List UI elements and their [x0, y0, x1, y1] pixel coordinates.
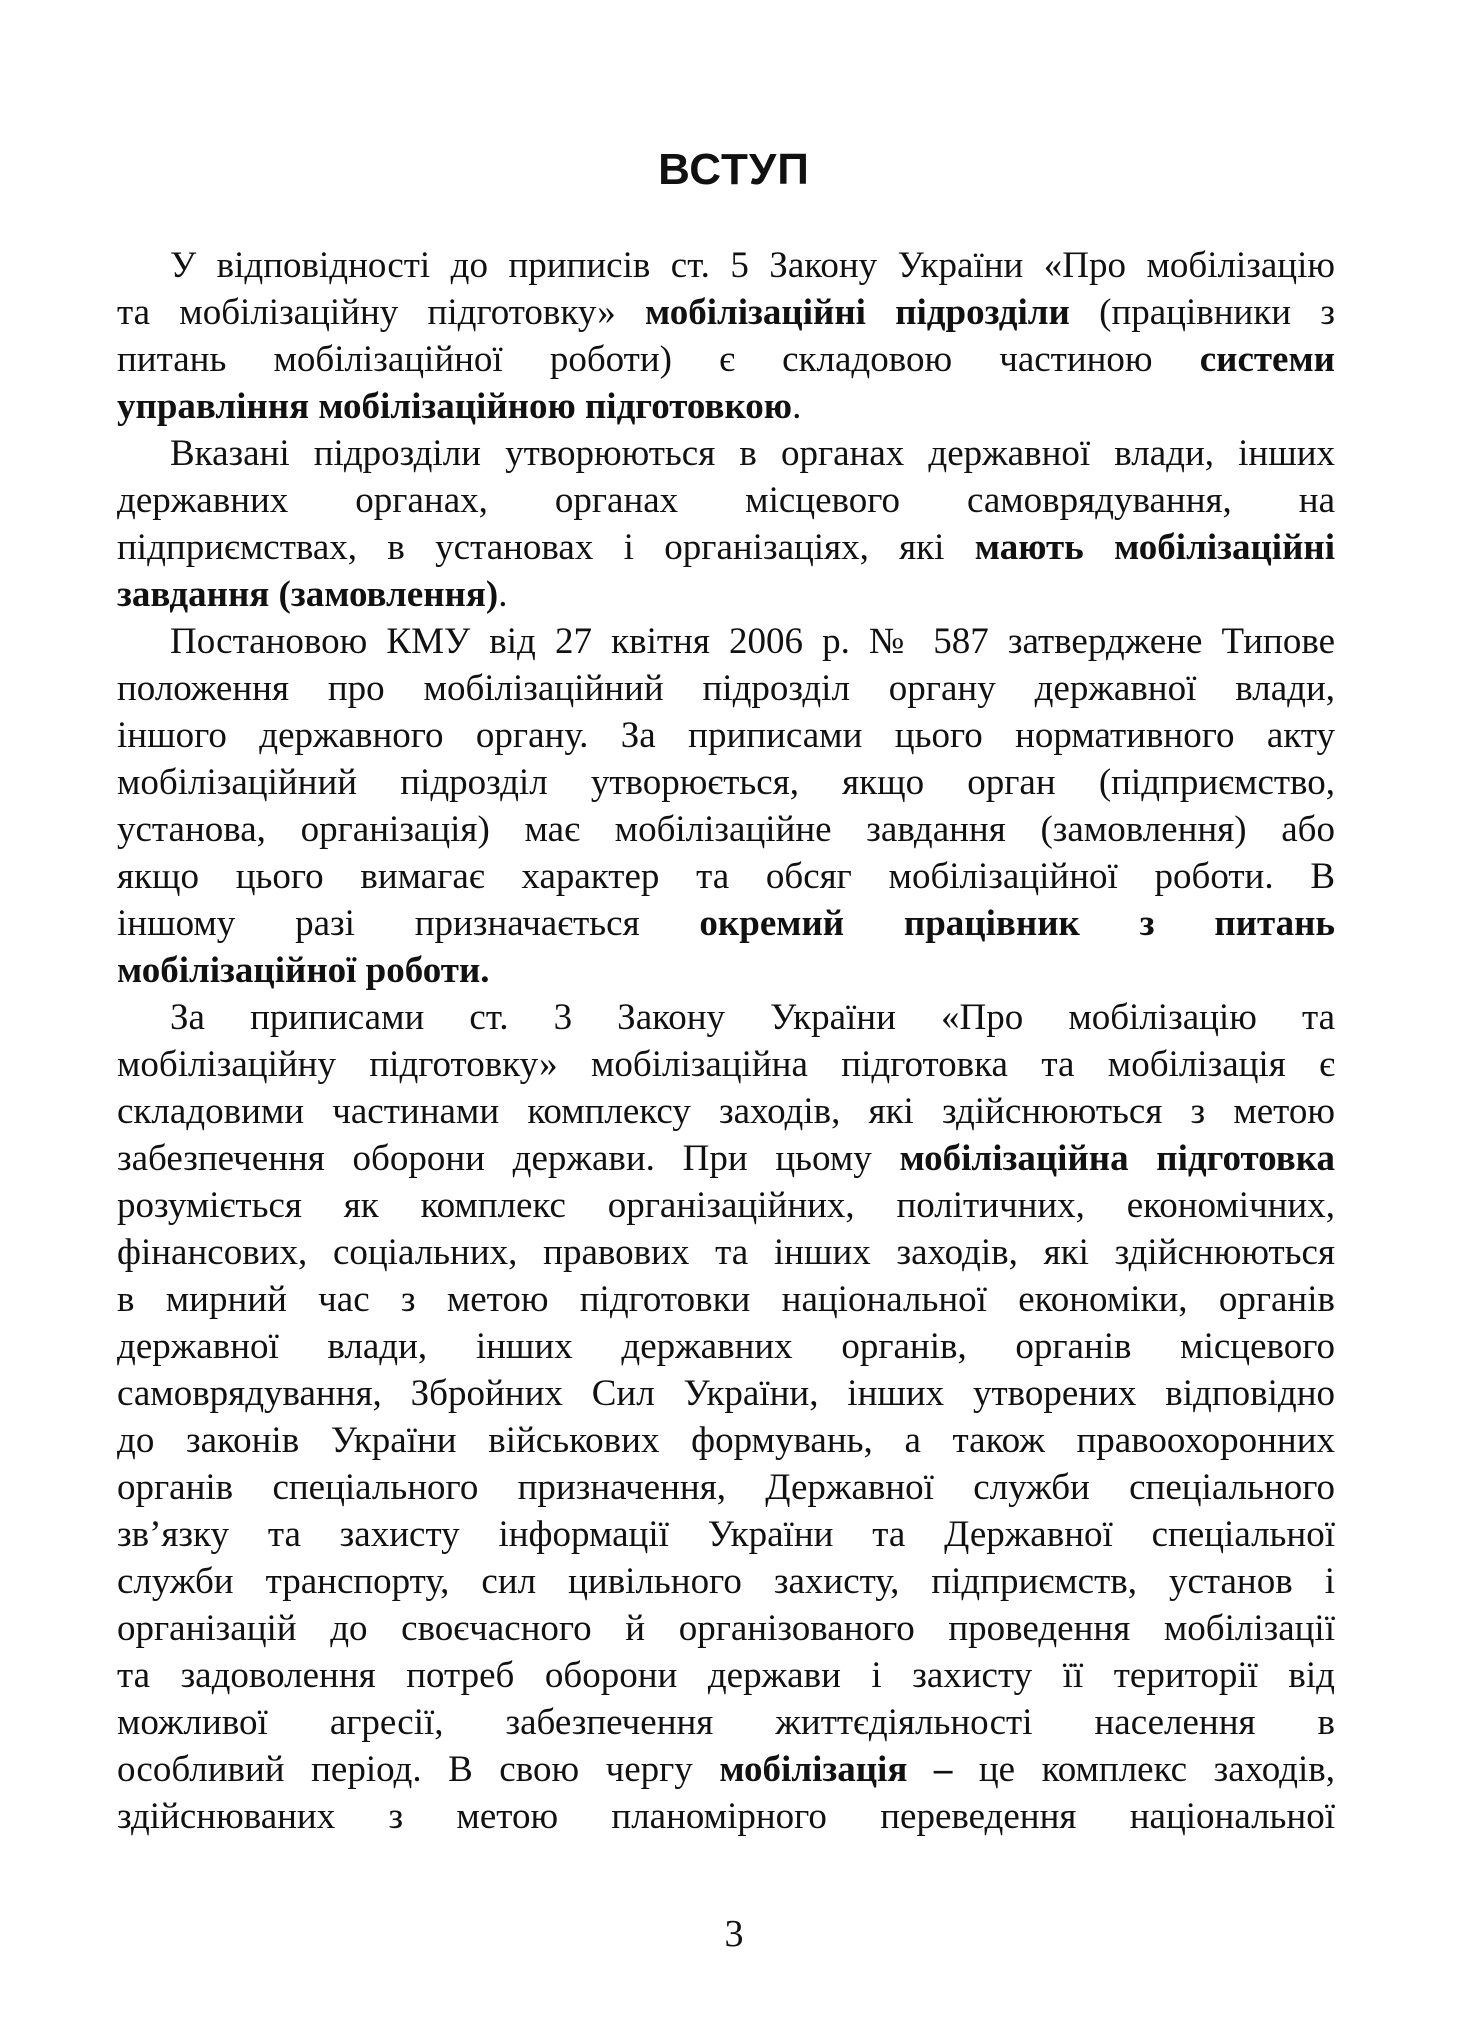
text-line	[117, 1605, 1335, 1652]
text-run: державних органах, органах місцевого самоврядування, на	[117, 480, 1335, 521]
text-run: мобілізаційний підрозділ утворюється, якщо орган (підприємство,	[117, 762, 1335, 803]
text-line	[117, 759, 1335, 806]
text-line	[117, 665, 1335, 712]
page-number: 3	[724, 1913, 744, 1955]
text-line	[117, 1652, 1335, 1699]
text-run: служби транспорту, сил цивільного захисту, підприємств, установ і	[117, 1561, 1335, 1602]
text-run: установа, організація) має мобілізаційне завдання (замовлення) або	[117, 809, 1335, 850]
bold-term: мобілізаційна підготовка	[899, 1138, 1335, 1179]
text-run: органів спеціального призначення, Державної служби спеціального	[117, 1467, 1335, 1508]
bold-term: мобілізаційні підрозділи	[645, 292, 1070, 333]
text-run: За приписами ст. 3 Закону України «Про мобілізацію та	[170, 997, 1335, 1038]
text-run: зв’язку та захисту інформації України та Державної спеціальної	[117, 1514, 1335, 1555]
text-line	[117, 1746, 1335, 1793]
text-line	[117, 336, 1335, 383]
text-line	[117, 618, 1335, 665]
text-run: .	[498, 574, 508, 615]
page-title: ВСТУП	[658, 145, 810, 194]
text-line	[117, 1182, 1335, 1229]
text-run: іншому разі призначається	[117, 903, 700, 944]
text-line	[117, 853, 1335, 900]
text-run: самоврядування, Збройних Сил України, інших утворених відповідно	[117, 1373, 1335, 1414]
bold-term: завдання (замовлення)	[117, 574, 499, 615]
text-line	[117, 712, 1335, 759]
text-line	[117, 806, 1335, 853]
text-run: У відповідності до приписів ст. 5 Закону України «Про мобілізацію	[170, 245, 1335, 286]
text-line	[117, 1793, 1335, 1840]
text-line	[117, 1323, 1335, 1370]
text-run: іншого державного органу. За приписами цього нормативного акту	[117, 715, 1335, 756]
text-line	[117, 289, 1335, 336]
bold-term: управління мобілізаційною підготовкою	[117, 386, 793, 427]
text-line	[117, 1088, 1335, 1135]
text-line	[117, 1370, 1335, 1417]
text-run: розуміється як комплекс організаційних, політичних, економічних,	[117, 1185, 1335, 1226]
text-run: Вказані підрозділи утворюються в органах державної влади, інших	[170, 433, 1335, 474]
paragraph	[117, 994, 1335, 1840]
text-line	[117, 430, 1335, 477]
text-line	[117, 994, 1335, 1041]
text-run: в мирний час з метою підготовки національної економіки, органів	[117, 1279, 1335, 1320]
text-run: Постановою КМУ від 27 квітня 2006 р. № 587 затверджене Типове	[170, 621, 1335, 662]
paragraph	[117, 242, 1335, 430]
text-line	[117, 1464, 1335, 1511]
text-run: та мобілізаційну підготовку»	[117, 292, 646, 333]
text-line	[117, 1699, 1335, 1746]
text-line	[117, 571, 1335, 618]
document-body	[117, 242, 1335, 1840]
text-line	[117, 1558, 1335, 1605]
text-run: це комплекс заходів,	[952, 1749, 1335, 1790]
text-run: питань мобілізаційної роботи) є складовою частиною	[117, 339, 1200, 380]
text-run: якщо цього вимагає характер та обсяг мобілізаційної роботи. В	[117, 856, 1335, 897]
text-run: положення про мобілізаційний підрозділ органу державної влади,	[117, 668, 1335, 709]
text-run: .	[792, 386, 802, 427]
text-line	[117, 900, 1335, 947]
text-line	[117, 1135, 1335, 1182]
text-line	[117, 1417, 1335, 1464]
text-run: державної влади, інших державних органів, органів місцевого	[117, 1326, 1335, 1367]
text-line	[117, 1276, 1335, 1323]
text-line	[117, 1229, 1335, 1276]
text-line	[117, 242, 1335, 289]
text-line	[117, 1511, 1335, 1558]
text-run: можливої агресії, забезпечення життєдіяльності населення в	[117, 1702, 1335, 1743]
text-run: складовими частинами комплексу заходів, які здійснюються з метою	[117, 1091, 1335, 1132]
text-line	[117, 1041, 1335, 1088]
bold-term: системи	[1199, 339, 1335, 380]
text-run: особливий період. В свою чергу	[117, 1749, 720, 1790]
text-run: та задоволення потреб оборони держави і захисту її території від	[117, 1655, 1335, 1696]
text-run: забезпечення оборони держави. При цьому	[117, 1138, 900, 1179]
text-line	[117, 477, 1335, 524]
text-run: мобілізаційну підготовку» мобілізаційна підготовка та мобілізація є	[117, 1044, 1335, 1085]
paragraph	[117, 430, 1335, 618]
text-line	[117, 524, 1335, 571]
bold-term: мобілізація –	[719, 1749, 953, 1790]
text-run: здійснюваних з метою планомірного переведення національної	[117, 1796, 1335, 1837]
bold-term: мобілізаційної роботи.	[117, 950, 490, 991]
text-line	[117, 947, 1335, 994]
text-run: фінансових, соціальних, правових та інших заходів, які здійснюються	[117, 1232, 1335, 1273]
text-line	[117, 383, 1335, 430]
text-run: до законів України військових формувань, а також правоохоронних	[117, 1420, 1335, 1461]
text-run: (працівники з	[1069, 292, 1335, 333]
bold-term: окремий працівник з питань	[699, 903, 1335, 944]
paragraph	[117, 618, 1335, 994]
text-run: організацій до своєчасного й організованого проведення мобілізації	[117, 1608, 1335, 1649]
text-run: підприємствах, в установах і організаціях, які	[117, 527, 975, 568]
bold-term: мають мобілізаційні	[974, 527, 1335, 568]
